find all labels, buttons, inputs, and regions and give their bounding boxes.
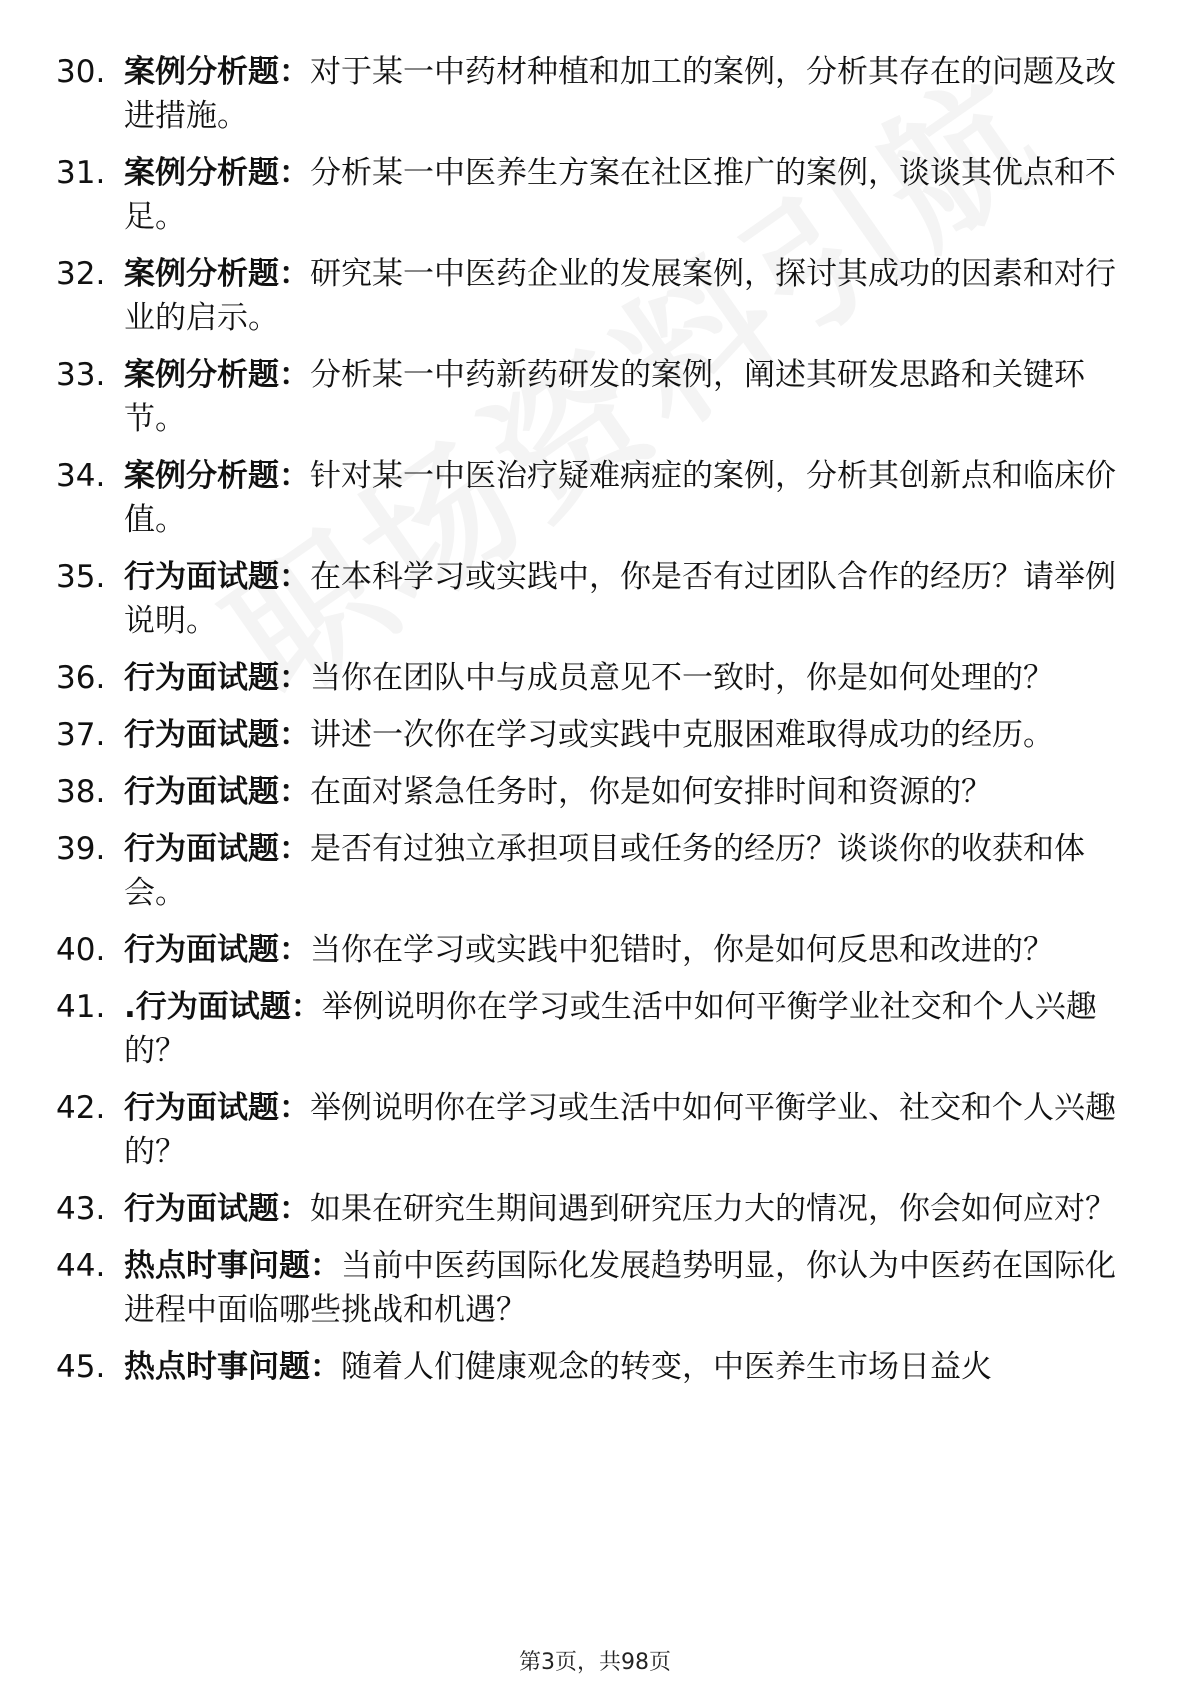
question-body	[124, 151, 1126, 239]
question-type: 案例分析题：	[124, 54, 310, 90]
list-item	[56, 353, 1126, 441]
list-item	[56, 555, 1126, 643]
question-text: 讲述一次你在学习或实践中克服困难取得成功的经历。	[310, 717, 1054, 753]
question-text: 当你在学习或实践中犯错时，你是如何反思和改进的？	[310, 932, 1054, 968]
list-item	[56, 252, 1126, 340]
question-type: 行为面试题：	[124, 932, 310, 968]
question-body	[124, 1244, 1126, 1332]
list-item	[56, 1187, 1126, 1231]
question-type: 行为面试题：	[124, 1191, 310, 1227]
page-footer: 第3页，共98页	[519, 1650, 671, 1675]
question-body	[124, 50, 1126, 138]
question-text: 是否有过独立承担项目或任务的经历？谈谈你的收获和体会。	[124, 831, 1085, 911]
question-number: 41.	[56, 989, 106, 1025]
question-type: 行为面试题：	[124, 831, 310, 867]
question-text: 在本科学习或实践中，你是否有过团队合作的经历？请举例说明。	[124, 559, 1116, 639]
question-body	[124, 985, 1126, 1073]
question-text: 研究某一中医药企业的发展案例，探讨其成功的因素和对行业的启示。	[124, 256, 1116, 336]
question-text: 针对某一中医治疗疑难病症的案例，分析其创新点和临床价值。	[124, 458, 1116, 538]
question-number: 42.	[56, 1090, 106, 1126]
question-body	[124, 1086, 1126, 1174]
question-body	[124, 555, 1126, 643]
list-item	[56, 1244, 1126, 1332]
question-type: 行为面试题：	[124, 717, 310, 753]
question-number: 39.	[56, 831, 106, 867]
question-type: 案例分析题：	[124, 357, 310, 393]
list-item	[56, 151, 1126, 239]
question-type: 案例分析题：	[124, 155, 310, 191]
question-body	[124, 770, 1126, 814]
question-number: 34.	[56, 458, 106, 494]
list-item	[56, 454, 1126, 542]
question-body	[124, 353, 1126, 441]
question-body	[124, 454, 1126, 542]
question-text: 当你在团队中与成员意见不一致时，你是如何处理的？	[310, 660, 1054, 696]
question-type: 行为面试题：	[124, 660, 310, 696]
question-number: 31.	[56, 155, 106, 191]
question-text: 分析某一中医养生方案在社区推广的案例，谈谈其优点和不足。	[124, 155, 1116, 235]
question-number: 37.	[56, 717, 106, 753]
question-text: 当前中医药国际化发展趋势明显，你认为中医药在国际化进程中面临哪些挑战和机遇？	[124, 1248, 1116, 1328]
list-item	[56, 928, 1126, 972]
question-number: 45.	[56, 1349, 106, 1385]
list-item	[56, 713, 1126, 757]
question-type: 行为面试题：	[124, 559, 310, 595]
question-body	[124, 827, 1126, 915]
list-item	[56, 985, 1126, 1073]
list-item	[56, 656, 1126, 700]
question-type: .行为面试题：	[124, 989, 322, 1025]
list-item	[56, 827, 1126, 915]
question-text: 举例说明你在学习或生活中如何平衡学业、社交和个人兴趣的？	[124, 1090, 1116, 1170]
question-text: 在面对紧急任务时，你是如何安排时间和资源的？	[310, 774, 992, 810]
list-item	[56, 1086, 1126, 1174]
question-number: 32.	[56, 256, 106, 292]
question-body	[124, 656, 1126, 700]
question-type: 热点时事问题：	[124, 1349, 341, 1385]
question-body	[124, 928, 1126, 972]
question-text: 分析某一中药新药研发的案例，阐述其研发思路和关键环节。	[124, 357, 1085, 437]
question-type: 案例分析题：	[124, 256, 310, 292]
question-number: 35.	[56, 559, 106, 595]
list-item	[56, 770, 1126, 814]
question-text: 举例说明你在学习或生活中如何平衡学业社交和个人兴趣的？	[124, 989, 1097, 1069]
question-body	[124, 713, 1126, 757]
question-type: 行为面试题：	[124, 1090, 310, 1126]
question-body	[124, 1187, 1126, 1231]
question-type: 热点时事问题：	[124, 1248, 341, 1284]
question-number: 30.	[56, 54, 106, 90]
question-number: 40.	[56, 932, 106, 968]
question-body	[124, 1345, 1126, 1389]
question-number: 43.	[56, 1191, 106, 1227]
question-list	[56, 50, 1126, 1402]
question-text: 对于某一中药材种植和加工的案例，分析其存在的问题及改进措施。	[124, 54, 1116, 134]
question-number: 44.	[56, 1248, 106, 1284]
question-body	[124, 252, 1126, 340]
question-text: 如果在研究生期间遇到研究压力大的情况，你会如何应对？	[310, 1191, 1116, 1227]
list-item	[56, 50, 1126, 138]
question-type: 行为面试题：	[124, 774, 310, 810]
question-number: 38.	[56, 774, 106, 810]
question-number: 33.	[56, 357, 106, 393]
question-text: 随着人们健康观念的转变，中医养生市场日益火	[341, 1349, 992, 1385]
question-number: 36.	[56, 660, 106, 696]
question-type: 案例分析题：	[124, 458, 310, 494]
list-item	[56, 1345, 1126, 1389]
